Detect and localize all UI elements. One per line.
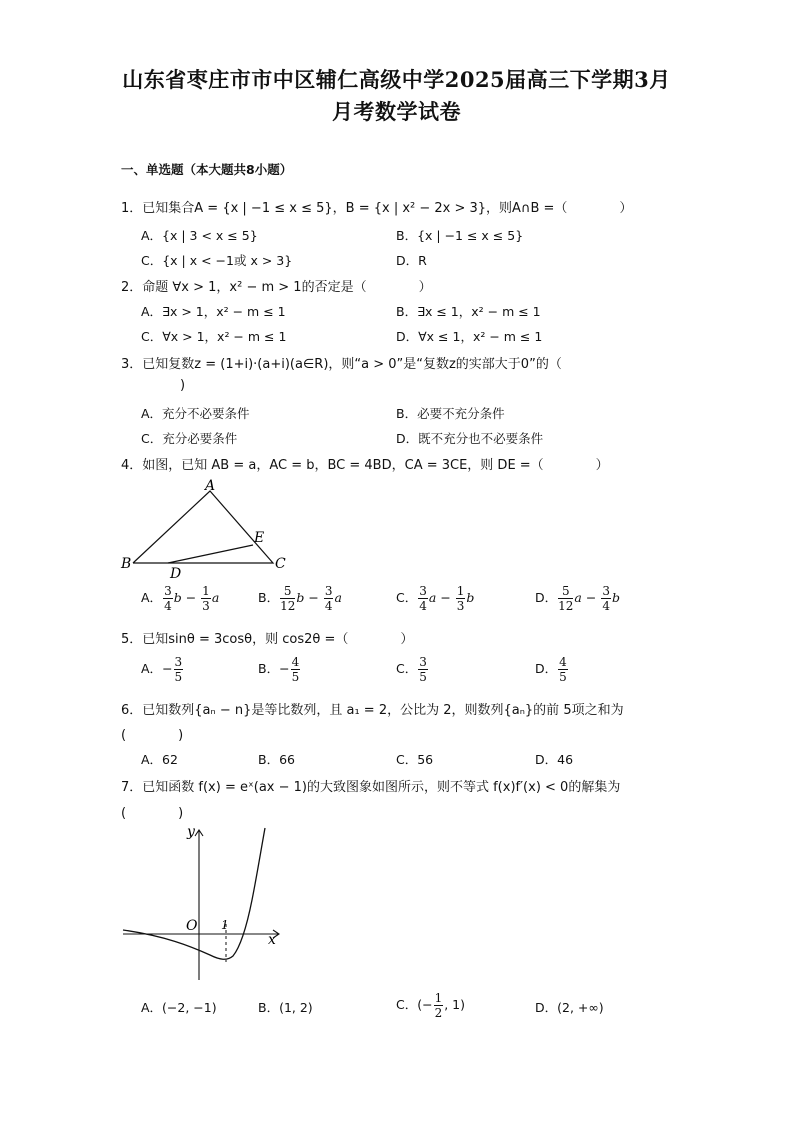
- operator: −: [308, 590, 319, 605]
- question-7-stem: 7．已知函数 f(x) = eˣ(ax − 1)的大致图象如图所示，则不等式 f(x)f′(x) < 0的解集为: [121, 780, 621, 795]
- vector-symbol: b: [296, 590, 305, 605]
- question-4-option-d: [535, 584, 620, 613]
- denominator: 12: [280, 599, 296, 613]
- label-origin: O: [186, 918, 198, 934]
- fraction: [324, 584, 334, 613]
- question-3-option-c: C．充分必要条件: [141, 431, 238, 446]
- operator: −: [440, 590, 451, 605]
- numerator: 5: [280, 584, 295, 599]
- numerator: 3: [174, 655, 183, 669]
- numerator: 4: [291, 655, 300, 669]
- fraction: [558, 584, 573, 613]
- numerator: 1: [456, 584, 465, 598]
- question-7-option-b: B．(1, 2): [258, 1000, 313, 1015]
- title-line-2: 月考数学试卷: [332, 99, 461, 124]
- numerator: 3: [602, 584, 610, 598]
- sign: −: [422, 997, 433, 1012]
- vector-symbol: a: [211, 590, 220, 605]
- denominator: 4: [419, 599, 427, 613]
- denominator: 3: [202, 599, 210, 613]
- question-5-option-b: [258, 655, 301, 684]
- option-prefix: D．: [535, 590, 558, 605]
- question-6-option-a: A．62: [141, 752, 178, 767]
- numerator: 1: [202, 584, 210, 598]
- fraction: [174, 655, 184, 684]
- question-7-option-d: D．(2, +∞): [535, 1000, 604, 1015]
- denominator: 5: [419, 670, 427, 684]
- question-1-option-a: A．{x | 3 < x ≤ 5}: [141, 228, 258, 243]
- question-5-stem: 5．已知sinθ = 3cosθ，则 cos2θ =（ ）: [121, 632, 414, 647]
- triangle-abc: [133, 491, 273, 563]
- denominator: 3: [456, 599, 465, 613]
- label-d: D: [170, 566, 182, 582]
- question-6-option-b: B．66: [258, 752, 295, 767]
- function-curve: [123, 828, 265, 959]
- fraction: [601, 584, 611, 613]
- operator: −: [585, 590, 597, 605]
- option-suffix: , 1): [444, 997, 466, 1012]
- vector-symbol: a: [428, 590, 437, 605]
- option-prefix: A．: [141, 590, 163, 605]
- numerator: 4: [559, 655, 567, 669]
- fraction: [291, 655, 301, 684]
- denominator: 4: [164, 599, 172, 613]
- option-prefix: B．: [258, 590, 280, 605]
- function-graph: [115, 820, 290, 985]
- question-4-option-b: [258, 584, 342, 613]
- question-4-option-c: [396, 584, 474, 613]
- denominator: 5: [291, 670, 300, 684]
- vector-symbol: b: [611, 590, 620, 605]
- question-3-option-a: A．充分不必要条件: [141, 406, 250, 421]
- fraction: [434, 991, 444, 1020]
- vector-symbol: b: [466, 590, 475, 605]
- question-3-option-d: D．既不充分也不必要条件: [396, 431, 544, 446]
- vector-symbol: a: [334, 590, 342, 605]
- denominator: 5: [559, 670, 567, 684]
- title-line-1: 山东省枣庄市市中区辅仁高级中学2025届高三下学期3月: [122, 67, 671, 92]
- vector-symbol: b: [173, 590, 182, 605]
- option-prefix: B．: [258, 661, 280, 676]
- label-c: C: [275, 556, 286, 572]
- label-y: y: [187, 824, 195, 840]
- question-2-option-b: B．∃x ≤ 1，x² − m ≤ 1: [396, 304, 541, 319]
- option-prefix: A．: [141, 661, 163, 676]
- operator: −: [185, 590, 197, 605]
- label-x: x: [268, 932, 276, 948]
- fraction: [418, 655, 428, 684]
- section-heading: 一、单选题（本大题共8小题）: [121, 162, 293, 177]
- question-7-stem-continued: ( ): [121, 806, 184, 821]
- numerator: 3: [419, 655, 427, 669]
- denominator: 4: [324, 599, 333, 613]
- fraction: [456, 584, 466, 613]
- question-1-option-c: C．{x | x < −1或 x > 3}: [141, 253, 293, 268]
- question-7-option-c: [396, 991, 465, 1020]
- label-one: 1: [221, 918, 229, 932]
- label-a: A: [205, 478, 216, 494]
- sign: −: [162, 661, 173, 676]
- question-6-stem-continued: ( ): [121, 728, 184, 743]
- question-3-stem-continued: ): [180, 378, 186, 393]
- question-6-stem: 6．已知数列{aₙ − n}是等比数列，且 a₁ = 2，公比为 2，则数列{aₙ}的前 5项之和为: [121, 703, 624, 718]
- vector-symbol: a: [574, 590, 582, 605]
- fraction: [558, 655, 568, 684]
- question-1-option-b: B．{x | −1 ≤ x ≤ 5}: [396, 228, 524, 243]
- option-prefix: C．(: [396, 997, 423, 1012]
- numerator: 3: [164, 584, 172, 598]
- fraction: [280, 584, 295, 613]
- question-1-option-d: D．R: [396, 253, 427, 268]
- denominator: 2: [434, 1006, 443, 1020]
- label-e: E: [254, 530, 265, 546]
- question-4-option-a: [141, 584, 219, 613]
- question-1-stem: 1．已知集合A = {x | −1 ≤ x ≤ 5}，B = {x | x² − 2x > 3}，则A∩B =（ ）: [121, 201, 633, 216]
- fraction: [201, 584, 211, 613]
- numerator: 1: [434, 991, 443, 1005]
- numerator: 3: [419, 584, 427, 598]
- question-2-stem: 2．命题 ∀x > 1，x² − m > 1的否定是（ ）: [121, 280, 432, 295]
- question-6-option-d: D．46: [535, 752, 574, 767]
- question-2-option-c: C．∀x > 1，x² − m ≤ 1: [141, 329, 287, 344]
- option-prefix: C．: [396, 590, 418, 605]
- question-2-option-d: D．∀x ≤ 1，x² − m ≤ 1: [396, 329, 543, 344]
- denominator: 5: [174, 670, 183, 684]
- denominator: 12: [558, 599, 574, 613]
- numerator: 3: [324, 584, 333, 598]
- label-b: B: [121, 556, 132, 572]
- question-4-stem: 4．如图，已知 AB = a，AC = b，BC = 4BD，CA = 3CE，则 DE =（ ）: [121, 458, 609, 473]
- segment-de: [168, 545, 253, 563]
- question-5-option-a: [141, 655, 184, 684]
- question-6-option-c: C．56: [396, 752, 434, 767]
- numerator: 5: [558, 584, 573, 599]
- sign: −: [279, 661, 290, 676]
- option-prefix: D．: [535, 661, 558, 676]
- fraction: [163, 584, 173, 613]
- question-5-option-d: [535, 655, 569, 684]
- option-prefix: C．: [396, 661, 418, 676]
- question-3-stem: 3．已知复数z = (1+i)·(a+i)(a∈R)，则“a > 0”是“复数z的实部大于0”的（: [121, 357, 562, 372]
- question-3-option-b: B．必要不充分条件: [396, 406, 505, 421]
- question-2-option-a: A．∃x > 1，x² − m ≤ 1: [141, 304, 286, 319]
- denominator: 4: [602, 599, 610, 613]
- triangle-figure: [115, 474, 295, 584]
- question-7-option-a: A．(−2, −1): [141, 1000, 217, 1015]
- question-5-option-c: [396, 655, 429, 684]
- fraction: [418, 584, 428, 613]
